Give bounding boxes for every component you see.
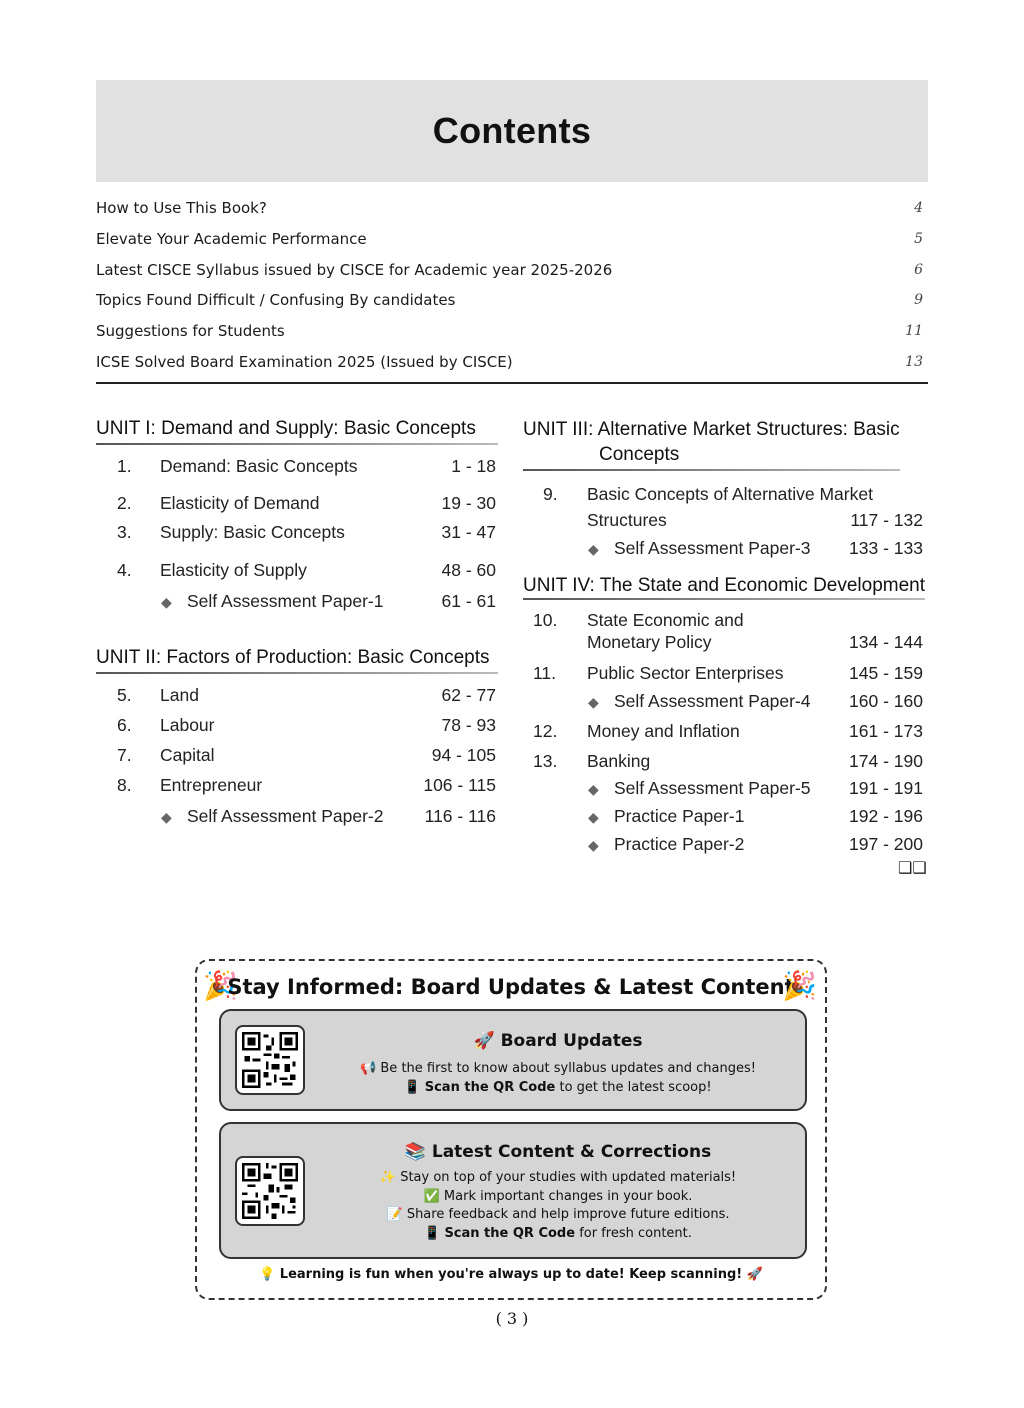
section-divider	[96, 382, 928, 384]
entry-label: Self Assessment Paper-1	[187, 591, 384, 611]
entry-number: 5.	[117, 685, 132, 705]
entry-number: 10.	[533, 610, 558, 630]
entry-pages: 62 - 77	[441, 685, 496, 705]
megaphone-icon: 📢	[360, 1061, 381, 1076]
party-popper-icon: 🎉	[782, 969, 817, 1002]
entry-label: Elasticity of Demand	[160, 493, 320, 513]
toc-entry[interactable]	[523, 610, 925, 662]
entry-number: 4.	[117, 560, 132, 580]
unit-3-heading-line1: UNIT III: Alternative Market Structures: Basic	[523, 419, 900, 440]
card-line: ✅ Mark important changes in your book.	[423, 1189, 693, 1204]
board-updates-card	[219, 1009, 807, 1111]
entry-label-line1: State Economic and	[587, 610, 744, 630]
entry-pages: 191 - 191	[849, 778, 923, 798]
intro-item-label: Latest CISCE Syllabus issued by CISCE for Academic year 2025-2026	[96, 260, 613, 279]
diamond-bullet-icon: ◆	[161, 594, 172, 610]
entry-number: 6.	[117, 715, 132, 735]
entry-pages: 192 - 196	[849, 806, 923, 826]
unit-1-rule	[96, 443, 498, 445]
entry-pages: 160 - 160	[849, 691, 923, 711]
entry-pages: 61 - 61	[441, 591, 496, 611]
phone-icon: 📱	[404, 1080, 425, 1095]
intro-item[interactable]	[96, 346, 928, 377]
intro-item-label: ICSE Solved Board Examination 2025 (Issued by CISCE)	[96, 352, 513, 371]
diamond-bullet-icon: ◆	[588, 837, 599, 853]
page-title: Contents	[432, 110, 592, 151]
card-line: 📢 Be the first to know about syllabus updates and changes!	[360, 1061, 756, 1076]
entry-number: 13.	[533, 751, 558, 771]
phone-icon: 📱	[424, 1226, 445, 1241]
entry-label-line2: Structures	[587, 510, 667, 530]
intro-item-page: 4	[914, 200, 923, 217]
promo-title: Stay Informed: Board Updates & Latest Content	[227, 975, 795, 999]
entry-pages: 94 - 105	[431, 745, 496, 765]
entry-label: Capital	[160, 745, 215, 765]
entry-pages: 174 - 190	[849, 751, 923, 771]
entry-pages: 31 - 47	[441, 522, 496, 542]
entry-pages: 133 - 133	[849, 538, 923, 558]
entry-label: Labour	[160, 715, 215, 735]
intro-item-label: Topics Found Difficult / Confusing By candidates	[96, 291, 456, 310]
end-mark-icon: ❑❑	[898, 858, 927, 877]
entry-pages: 161 - 173	[849, 721, 923, 741]
books-icon: 📚	[404, 1142, 432, 1162]
entry-label-line1: Basic Concepts of Alternative Market	[587, 484, 873, 504]
party-popper-icon: 🎉	[203, 969, 238, 1002]
diamond-bullet-icon: ◆	[161, 809, 172, 825]
entry-pages: 78 - 93	[441, 715, 496, 735]
diamond-bullet-icon: ◆	[588, 781, 599, 797]
entry-label: Public Sector Enterprises	[587, 663, 784, 683]
intro-item-page: 5	[914, 231, 923, 248]
unit-4-heading: UNIT IV: The State and Economic Development	[523, 575, 926, 596]
entry-number: 2.	[117, 493, 132, 513]
page-number: ( 3 )	[495, 1309, 529, 1328]
entry-label: Entrepreneur	[160, 775, 263, 795]
unit-3-heading-line2: Concepts	[599, 444, 680, 465]
unit-3-rule	[523, 469, 900, 471]
card-line: ✨ Stay on top of your studies with updated materials!	[379, 1170, 737, 1185]
unit-1-heading: UNIT I: Demand and Supply: Basic Concepts	[96, 418, 476, 439]
memo-icon: 📝	[386, 1207, 407, 1222]
entry-label: Self Assessment Paper-5	[614, 778, 811, 798]
card-line: 📱 Scan the QR Code for fresh content.	[424, 1226, 692, 1241]
entry-label: Money and Inflation	[587, 721, 740, 741]
card-line: 📱 Scan the QR Code to get the latest scoop!	[404, 1080, 712, 1095]
rocket-icon: 🚀	[742, 1267, 763, 1282]
entry-label: Self Assessment Paper-3	[614, 538, 811, 558]
intro-item[interactable]	[96, 224, 928, 255]
entry-label-line2: Monetary Policy	[587, 632, 712, 652]
intro-item-label: Suggestions for Students	[96, 322, 285, 341]
intro-item-page: 6	[914, 261, 923, 278]
diamond-bullet-icon: ◆	[588, 694, 599, 710]
entry-pages: 48 - 60	[441, 560, 496, 580]
intro-item[interactable]	[96, 193, 928, 224]
entry-number: 12.	[533, 721, 558, 741]
intro-item[interactable]	[96, 316, 928, 347]
diamond-bullet-icon: ◆	[588, 809, 599, 825]
entry-pages: 134 - 144	[849, 632, 923, 652]
intro-item[interactable]	[96, 254, 928, 285]
rocket-icon: 🚀	[473, 1031, 501, 1051]
entry-label: Demand: Basic Concepts	[160, 456, 358, 476]
lightbulb-icon: 💡	[259, 1267, 280, 1282]
intro-list	[96, 193, 928, 377]
stay-informed-box	[195, 959, 827, 1300]
qr-code-icon[interactable]	[235, 1156, 305, 1226]
entry-label: Supply: Basic Concepts	[160, 522, 345, 542]
entry-label: Elasticity of Supply	[160, 560, 307, 580]
entry-label: Banking	[587, 751, 651, 771]
contents-title-box	[96, 80, 928, 182]
entry-label: Self Assessment Paper-4	[614, 691, 811, 711]
entry-label: Self Assessment Paper-2	[187, 806, 384, 826]
qr-code-icon[interactable]	[235, 1025, 305, 1095]
intro-item[interactable]	[96, 285, 928, 316]
entry-number: 1.	[117, 456, 132, 476]
entry-number: 7.	[117, 745, 132, 765]
unit-2-rule	[96, 672, 498, 674]
entry-label: Practice Paper-2	[614, 834, 745, 854]
entry-pages: 19 - 30	[441, 493, 496, 513]
unit-3-heading	[523, 417, 900, 467]
card-title: 📚 Latest Content & Corrections	[404, 1142, 712, 1162]
toc-entry[interactable]	[523, 484, 925, 536]
check-box-icon: ✅	[423, 1189, 444, 1204]
entry-pages: 197 - 200	[849, 834, 923, 854]
intro-item-label: How to Use This Book?	[96, 199, 267, 218]
entry-pages: 106 - 115	[423, 775, 496, 795]
intro-item-page: 9	[914, 292, 923, 309]
sparkles-icon: ✨	[379, 1170, 401, 1185]
entry-pages: 117 - 132	[850, 510, 923, 530]
entry-label: Land	[160, 685, 199, 705]
promo-footer: 💡 Learning is fun when you're always up to date! Keep scanning! 🚀	[259, 1267, 763, 1282]
intro-item-page: 13	[905, 353, 923, 370]
entry-number: 8.	[117, 775, 132, 795]
card-title: 🚀 Board Updates	[473, 1031, 643, 1051]
card-line: 📝 Share feedback and help improve future editions.	[386, 1207, 730, 1222]
entry-pages: 116 - 116	[424, 806, 496, 826]
entry-pages: 1 - 18	[451, 456, 496, 476]
entry-label: Practice Paper-1	[614, 806, 745, 826]
intro-item-page: 11	[905, 323, 923, 340]
entry-number: 11.	[533, 663, 557, 683]
unit-2-heading: UNIT II: Factors of Production: Basic Concepts	[96, 647, 490, 668]
latest-content-card	[219, 1122, 807, 1259]
unit-4-rule	[523, 598, 925, 600]
intro-item-label: Elevate Your Academic Performance	[96, 230, 367, 249]
entry-pages: 145 - 159	[849, 663, 923, 683]
diamond-bullet-icon: ◆	[588, 541, 599, 557]
entry-number: 3.	[117, 522, 132, 542]
entry-number: 9.	[543, 484, 558, 504]
